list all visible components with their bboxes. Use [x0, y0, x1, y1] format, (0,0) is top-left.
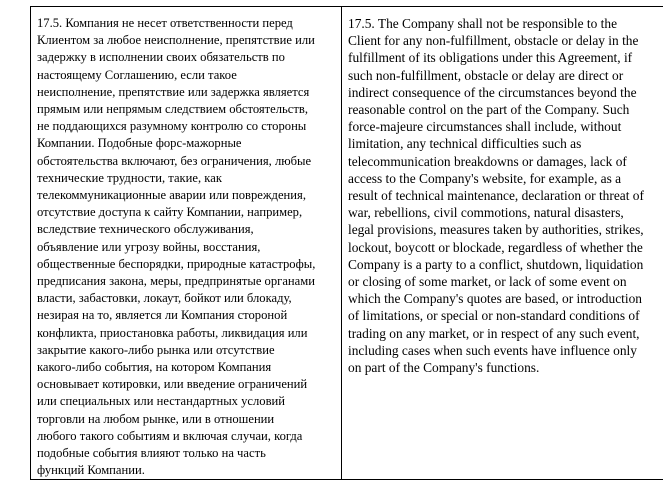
- clause-row: [31, 7, 663, 480]
- russian-clause-text: 17.5. Компания не несет ответственности перед Клиентом за любое неисполнение, препятствие или задержку в исполнении своих обязательств по настоящему Соглашению, если такое неисполнение, препятствие или задержка является прямым или непрямым следствием обстоятельств, не поддающихся разумному контролю со стороны Компании. Подобные форс-мажорные обстоятельства включают, без ограничения, любые технические трудности, такие, как телекоммуникационные аварии или повреждения, отсутствие доступа к сайту Компании, например, вследствие технического обслуживания, объявление или угрозу войны, восстания, общественные беспорядки, природные катастрофы, предписания закона, меры, предпринятые органами власти, забастовки, локаут, бойкот или блокаду, незирая на то, является ли Компания стороной конфликта, приостановка работы, ликвидация или закрытие какого-либо рынка или отсутствие какого-либо события, на котором Компания основывает котировки, или введение ограничений или специальных или нестандартных условий торговли на любом рынке, или в отношении любого такого событиям и включая случаи, когда подобные события влияют только на часть функций Компании.: [31, 7, 341, 479]
- russian-text-cell: [31, 7, 342, 480]
- english-text-cell: [342, 7, 663, 480]
- bilingual-clause-table: [30, 6, 663, 480]
- english-clause-text: 17.5. The Company shall not be responsible to the Client for any non-fulfillment, obstacle or delay in the fulfillment of its obligations under this Agreement, if such non-fulfillment, obstacle or delay are direct or indirect consequence of the circumstances beyond the reasonable control on the part of the Company. Such force-majeure circumstances shall include, without limitation, any technical difficulties such as telecommunication breakdowns or damages, lack of access to the Company's website, for example, as a result of technical maintenance, declaration or threat of war, rebellions, civil commotions, natural disasters, legal provisions, measures taken by authorities, strikes, lockout, boycott or blockade, regardless of whether the Company is a party to a conflict, shutdown, liquidation or closing of some market, or lack of some event on which the Company's quotes are based, or introduction of limitations, or special or non-standard conditions of trading on any market, or in respect of any such event, including cases when such events have influence only on part of the Company's functions.: [342, 7, 663, 376]
